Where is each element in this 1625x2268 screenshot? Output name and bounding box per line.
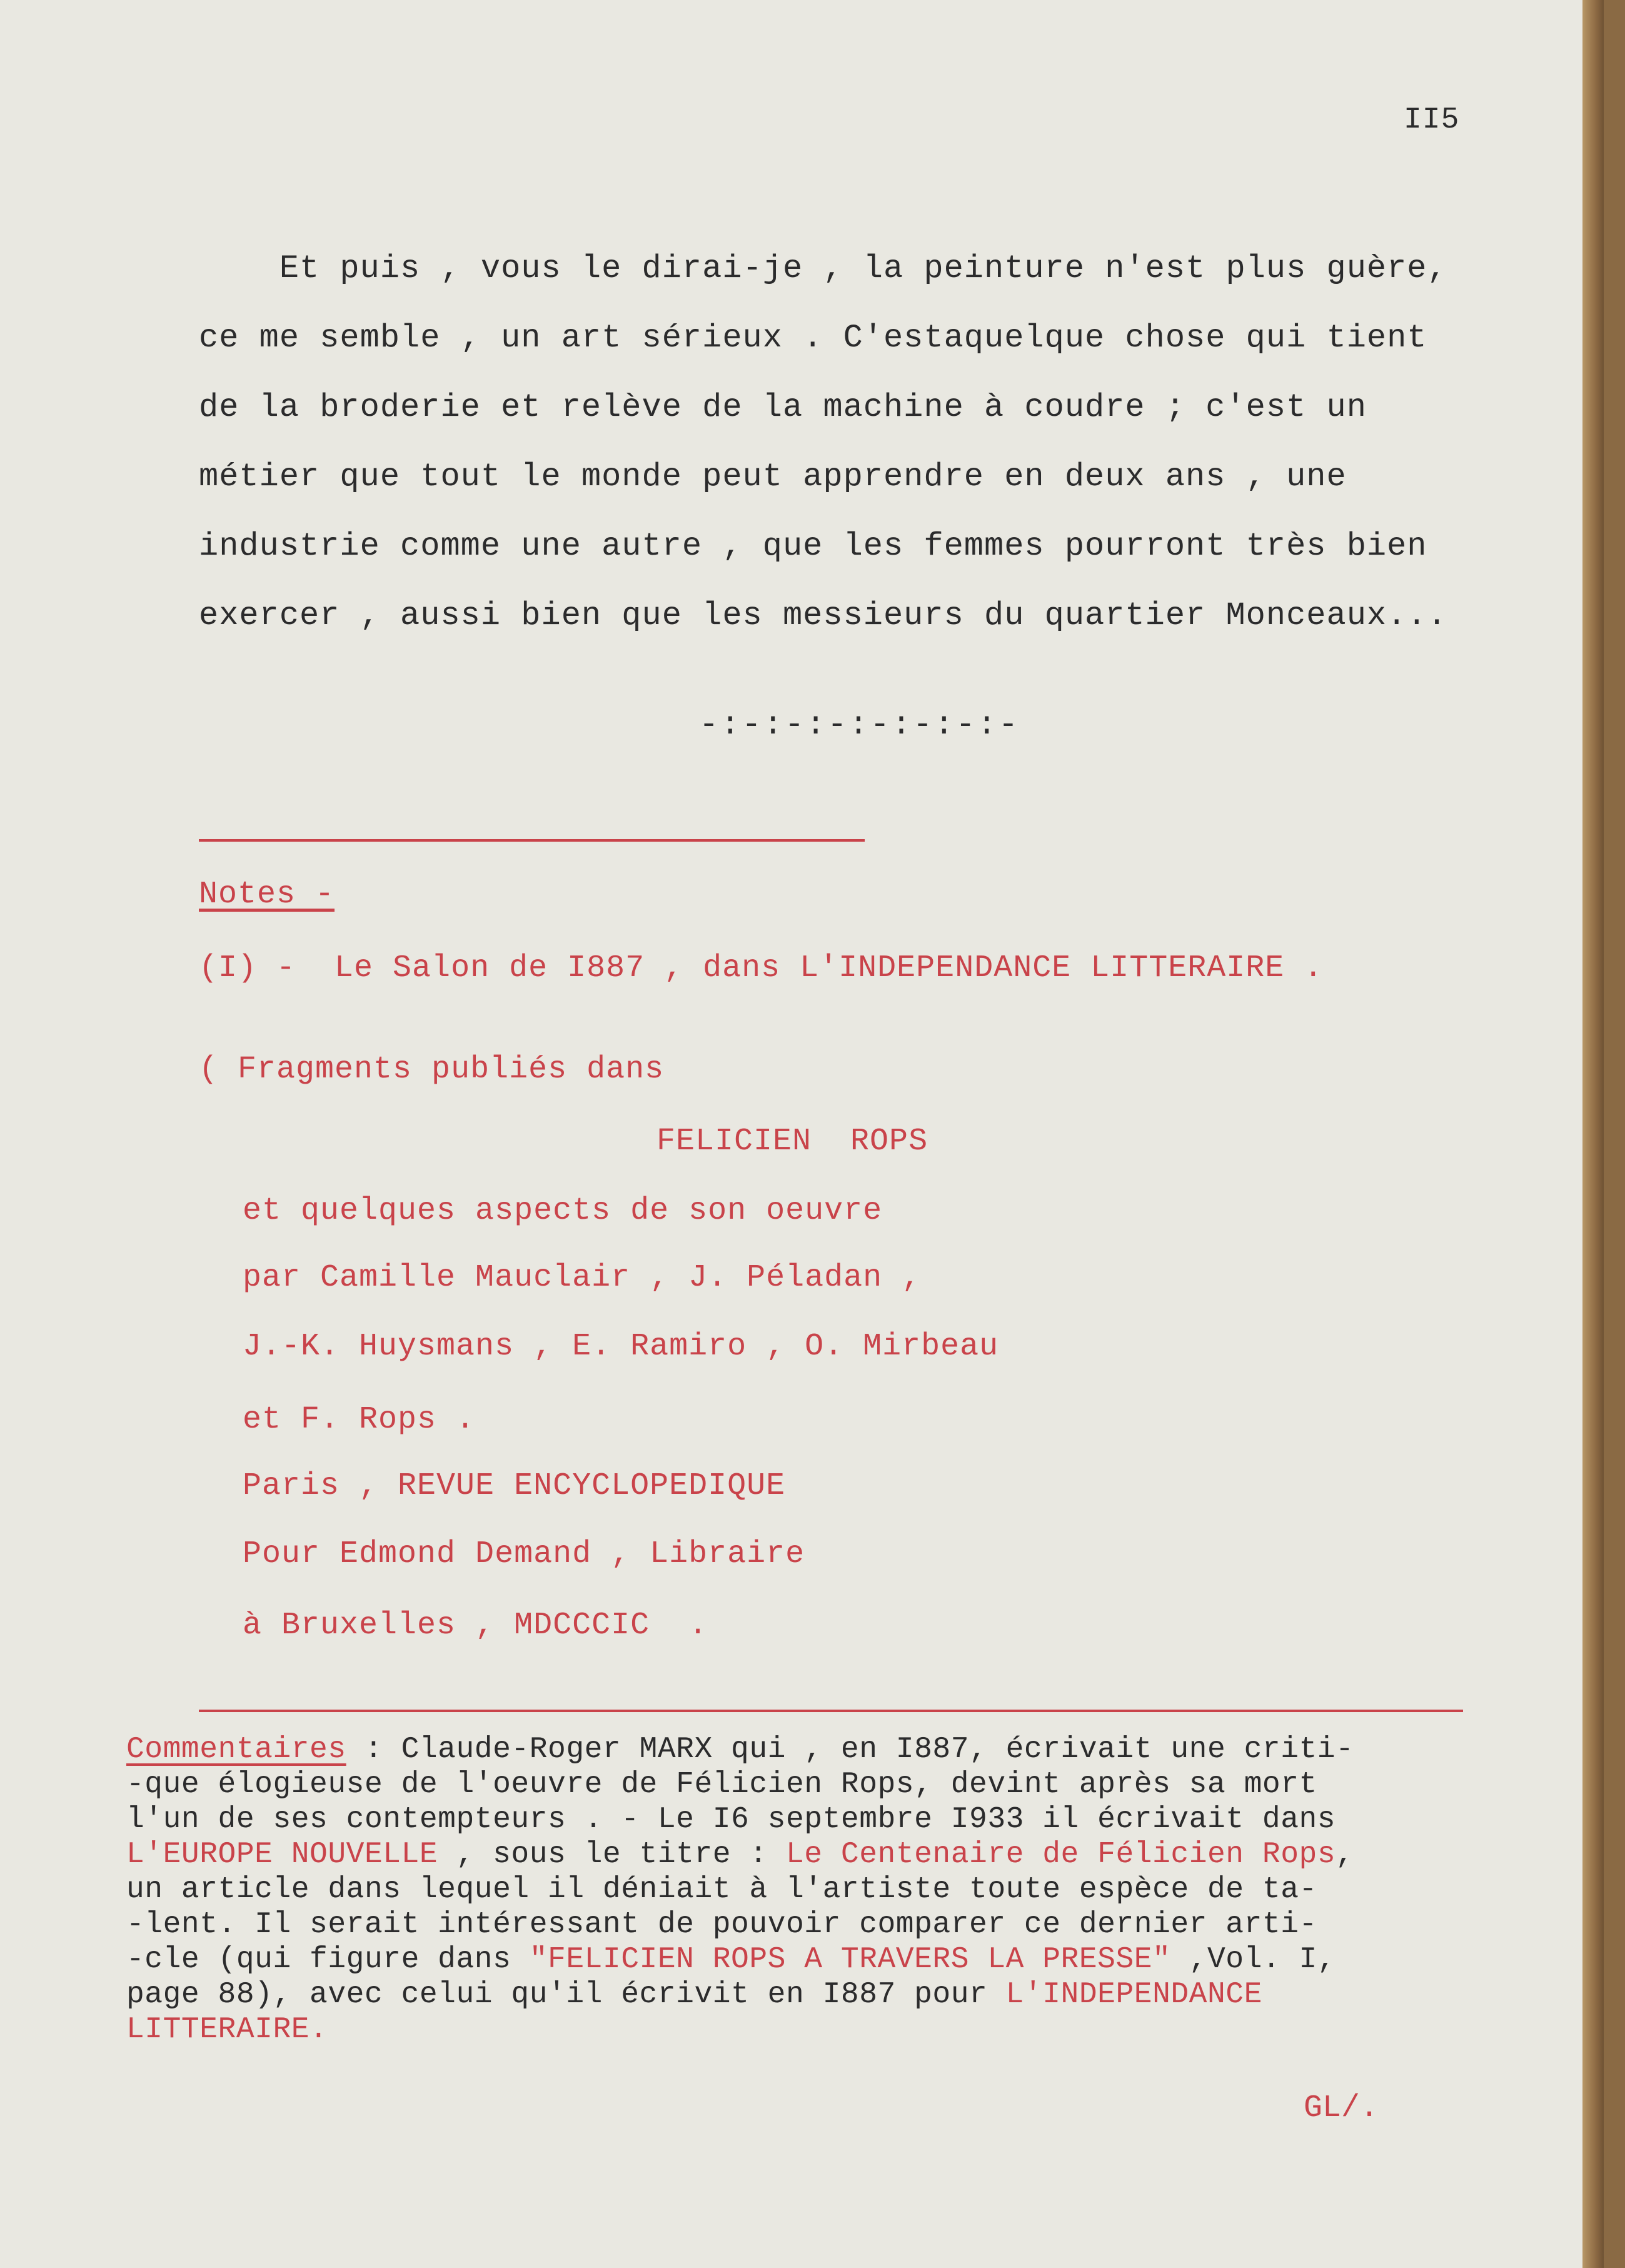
notes-rule	[199, 839, 865, 842]
page-edge	[1582, 0, 1604, 2268]
fragment-line: et quelques aspects de son oeuvre	[243, 1193, 883, 1229]
body-line: industrie comme une autre , que les femmes pourront très bien	[199, 528, 1427, 565]
commentaires-run: , sous le titre :	[438, 1838, 786, 1872]
commentaires-line	[126, 1732, 1354, 1767]
commentaires-rule	[199, 1710, 1463, 1712]
fragments-intro: ( Fragments publiés dans	[199, 1052, 665, 1087]
fragment-line: et F. Rops .	[243, 1402, 476, 1438]
commentaires-line	[126, 1837, 1354, 1872]
commentaires-line	[126, 1942, 1336, 1977]
commentaires-run: -que élogieuse de l'oeuvre de Félicien Rops, devint après sa mort	[126, 1768, 1317, 1802]
commentaires-run: : Claude-Roger MARX qui , en I887, écrivait une criti-	[346, 1733, 1354, 1767]
commentaires-run: l'un de ses contempteurs . - Le I6 septembre I933 il écrivait dans	[126, 1803, 1336, 1837]
commentaires-line	[126, 1767, 1317, 1802]
commentaires-run: "FELICIEN ROPS A TRAVERS LA PRESSE"	[529, 1943, 1171, 1977]
commentaires-run: L'INDEPENDANCE	[1005, 1978, 1262, 2012]
commentaires-run: ,Vol. I,	[1170, 1943, 1336, 1977]
notes-heading: Notes -	[199, 877, 335, 912]
commentaires-run: L'EUROPE NOUVELLE	[126, 1838, 438, 1872]
body-line: de la broderie et relève de la machine à coudre ; c'est un	[199, 389, 1367, 426]
body-line: métier que tout le monde peut apprendre en deux ans , une	[199, 458, 1347, 495]
fragment-line: J.-K. Huysmans , E. Ramiro , O. Mirbeau	[243, 1329, 999, 1364]
commentaires-line	[126, 1907, 1317, 1942]
fragment-line: à Bruxelles , MDCCCIC .	[243, 1608, 708, 1643]
commentaires-line	[126, 1802, 1336, 1837]
commentaires-run: ,	[1336, 1838, 1354, 1872]
note-1: (I) - Le Salon de I887 , dans L'INDEPENDANCE LITTERAIRE .	[199, 950, 1324, 986]
commentaires-run: un article dans lequel il déniait à l'artiste toute espèce de ta-	[126, 1873, 1317, 1907]
page-number: II5	[1404, 103, 1460, 137]
commentaires-run: Le Centenaire de Félicien Rops	[785, 1838, 1336, 1872]
commentaires-label: Commentaires	[126, 1733, 346, 1767]
body-line: exercer , aussi bien que les messieurs du quartier Monceaux...	[199, 597, 1447, 634]
body-line: Et puis , vous le dirai-je , la peinture n'est plus guère,	[199, 250, 1447, 287]
fragment-line: par Camille Mauclair , J. Péladan ,	[243, 1260, 922, 1296]
fragments-title: FELICIEN ROPS	[657, 1124, 928, 1159]
body-line: ce me semble , un art sérieux . C'estaquelque chose qui tient	[199, 320, 1427, 356]
commentaires-line	[126, 1872, 1317, 1907]
commentaires-run: LITTERAIRE.	[126, 2013, 328, 2047]
commentaires-line	[126, 1977, 1262, 2012]
commentaires-run: -lent. Il serait intéressant de pouvoir comparer ce dernier arti-	[126, 1908, 1317, 1942]
commentaires-line	[126, 2012, 328, 2047]
commentaires-run: -cle (qui figure dans	[126, 1943, 530, 1977]
fragment-line: Paris , REVUE ENCYCLOPEDIQUE	[243, 1468, 786, 1504]
separator: -:-:-:-:-:-:-:-	[699, 707, 1020, 743]
initials: GL/.	[1304, 2090, 1379, 2126]
commentaires-run: page 88), avec celui qu'il écrivit en I887 pour	[126, 1978, 1006, 2012]
fragment-line: Pour Edmond Demand , Libraire	[243, 1536, 805, 1572]
